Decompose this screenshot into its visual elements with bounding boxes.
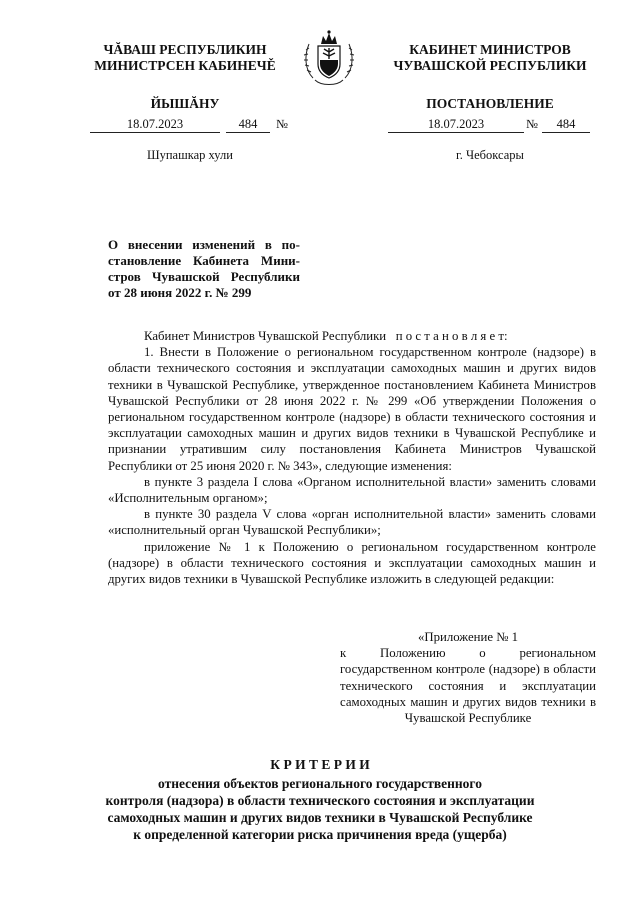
intro-text: Кабинет Министров Чувашской Республики (144, 329, 387, 343)
header-left-doc-type: ЙЫШĂНУ (150, 96, 220, 111)
right-number-underline (542, 132, 590, 133)
paragraph-2: в пункте 3 раздела I слова «Органом исполнительной власти» заменить словами «Исполнительным органом»; (108, 474, 596, 506)
body-text (108, 328, 596, 587)
decides-text: п о с т а н о в л я е т: (395, 329, 508, 343)
header-left-line2: МИНИСТРСЕН КАБИНЕЧĚ (94, 58, 276, 73)
header-left-line1: ЧĂВАШ РЕСПУБЛИКИН (103, 42, 267, 57)
right-date: 18.07.2023 (427, 117, 485, 131)
criteria-line3: самоходных машин и других видов техники в Чувашской Республике (107, 810, 533, 825)
subject-block (108, 237, 300, 301)
subject-line2: становление Кабинета Мини- (108, 253, 300, 268)
left-date: 18.07.2023 (126, 117, 184, 131)
header-right-line1: КАБИНЕТ МИНИСТРОВ (409, 42, 571, 57)
left-number-underline (226, 132, 270, 133)
right-date-underline (388, 132, 524, 133)
criteria-line2: контроля (надзора) в области технического состояния и эксплуатации (105, 793, 535, 808)
appendix-block (340, 629, 596, 726)
paragraph-1: 1. Внести в Положение о региональном государственном контроле (надзоре) в области технического состояния и эксплуатации самоходных машин и других видов техники в Чувашской Республике, утвержденное постановлением Кабинета Министров Чувашской Республики от 28 июня 2022 г. № 299 «Об утверждении Положения о региональном государственном контроле (надзоре) в области технического состояния и эксплуатации самоходных машин и других видов техники в Чувашской Республике и признании утратившим силу постановления Кабинета Министров Чувашской Республики от 25 июня 2020 г. № 343», следующие изменения: (108, 345, 596, 473)
intro-paragraph (108, 328, 596, 344)
right-number: 484 (556, 117, 576, 131)
left-number-sign: № (276, 117, 288, 131)
subject-line1: О внесении изменений в по- (108, 237, 300, 252)
right-number-sign: № (526, 117, 538, 131)
coat-of-arms-icon (301, 26, 357, 90)
header-right-doc-type: ПОСТАНОВЛЕНИЕ (426, 96, 554, 111)
criteria-block (60, 756, 580, 843)
criteria-title: К Р И Т Е Р И И (270, 757, 370, 772)
header-left (60, 42, 310, 112)
left-number: 484 (238, 117, 258, 131)
subject-line4: от 28 июня 2022 г. № 299 (108, 285, 252, 300)
paragraph-4: приложение № 1 к Положению о региональном государственном контроле (надзоре) в области технического состояния и эксплуатации самоходных машин и других видов техники в Чувашской Республике изложить в следующей редакции: (108, 539, 596, 587)
right-city: г. Чебоксары (456, 148, 524, 162)
header-right-line2: ЧУВАШСКОЙ РЕСПУБЛИКИ (393, 58, 587, 73)
appendix-title: «Приложение № 1 (417, 630, 519, 644)
paragraph-3: в пункте 30 раздела V слова «орган исполнительной власти» заменить словами «исполнительный орган Чувашской Республики»; (108, 507, 596, 538)
subject-line3: стров Чувашской Республики (108, 269, 300, 284)
criteria-line4: к определенной категории риска причинения вреда (ущерба) (133, 827, 507, 842)
appendix-text: к Положению о региональном государственном контроле (надзоре) в области технического состояния и эксплуатации самоходных машин и других видов техники в Чувашской Республике (340, 646, 596, 726)
header-right (360, 42, 620, 112)
left-city: Шупашкар хули (147, 148, 233, 162)
criteria-line1: отнесения объектов регионального государственного (158, 776, 482, 791)
left-date-underline (90, 132, 220, 133)
